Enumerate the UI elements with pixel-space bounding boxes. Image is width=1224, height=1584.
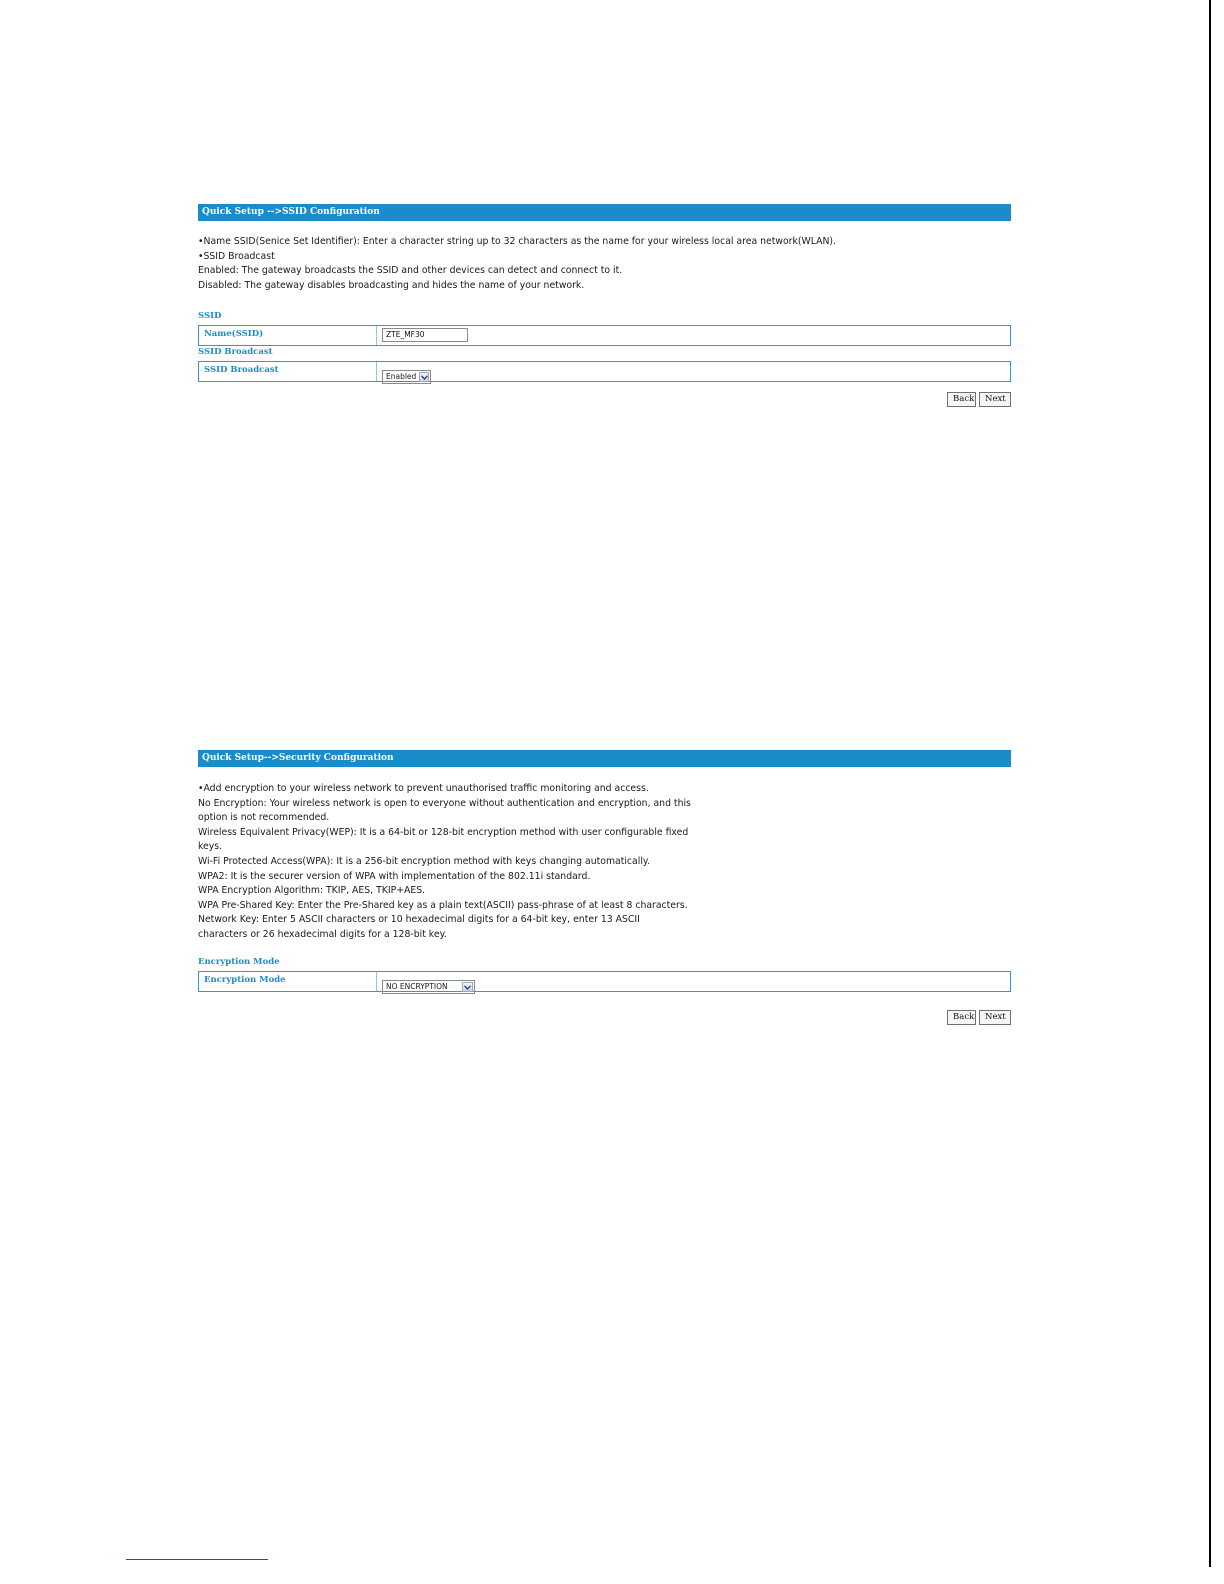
description-line: No Encryption: Your wireless network is open to everyone without authentication and encryption, and this [198,797,691,809]
ssid-section-title: SSID [198,311,222,321]
ssid-name-cell [377,326,1010,345]
description-line: keys. [198,841,223,853]
description-line: WPA Encryption Algorithm: TKIP, AES, TKIP+AES. [198,885,426,897]
ssid-broadcast-section-title: SSID Broadcast [198,347,273,357]
description-line: WPA Pre-Shared Key: Enter the Pre-Shared key as a plain text(ASCII) pass-phrase of at least 8 characters. [198,899,688,911]
description-line: •Add encryption to your wireless network to prevent unauthorised traffic monitoring and access. [198,783,649,794]
description-line: •Name SSID(Senice Set Identifier): Enter a character string up to 32 characters as the name for your wireless local area network(WLAN). [198,236,836,247]
ssid-name-input[interactable]: ZTE_MF30 [382,328,468,342]
ssid-config-panel [198,204,1011,409]
security-description [198,782,1011,943]
back-button[interactable]: Back [947,392,976,407]
encryption-mode-cell [377,972,1010,991]
description-line: characters or 26 hexadecimal digits for a 128-bit key. [198,928,447,940]
encryption-mode-value: NO ENCRYPTION [386,982,448,991]
security-config-panel [198,750,1011,1028]
ssid-broadcast-label: SSID Broadcast [199,362,377,381]
description-line: option is not recommended. [198,812,330,824]
chevron-down-icon[interactable] [462,982,473,992]
description-line: •SSID Broadcast [198,250,275,262]
security-nav-buttons [947,1010,1011,1025]
ssid-panel-header: Quick Setup -->SSID Configuration [198,204,1011,221]
encryption-mode-row [198,971,1011,992]
chevron-down-icon[interactable] [419,372,429,382]
description-line: Enabled: The gateway broadcasts the SSID and other devices can detect and connect to it. [198,265,623,277]
description-line: Network Key: Enter 5 ASCII characters or 10 hexadecimal digits for a 64-bit key, enter 13 ASCII [198,914,640,926]
encryption-mode-select[interactable] [382,980,475,994]
security-panel-header: Quick Setup-->Security Configuration [198,750,1011,767]
page-edge-line [1209,0,1211,1567]
ssid-nav-buttons [947,392,1011,407]
ssid-broadcast-value: Enabled [386,372,417,381]
next-button[interactable]: Next [979,1010,1011,1025]
description-line: Wireless Equivalent Privacy(WEP): It is a 64-bit or 128-bit encryption method with user configurable fixed [198,826,689,838]
ssid-name-label: Name(SSID) [199,326,377,345]
ssid-name-row [198,325,1011,346]
encryption-mode-label: Encryption Mode [199,972,377,991]
description-line: Disabled: The gateway disables broadcasting and hides the name of your network. [198,279,585,291]
description-line: Wi-Fi Protected Access(WPA): It is a 256-bit encryption method with keys changing automatically. [198,855,651,867]
description-line: WPA2: It is the securer version of WPA with implementation of the 802.11i standard. [198,870,591,882]
next-button[interactable]: Next [979,392,1011,407]
ssid-broadcast-cell [377,362,1010,381]
ssid-broadcast-row [198,361,1011,382]
ssid-description [198,235,1011,293]
ssid-broadcast-select[interactable] [382,370,431,384]
encryption-mode-section-title: Encryption Mode [198,957,280,967]
footnote-rule [126,1559,268,1560]
back-button[interactable]: Back [947,1010,976,1025]
